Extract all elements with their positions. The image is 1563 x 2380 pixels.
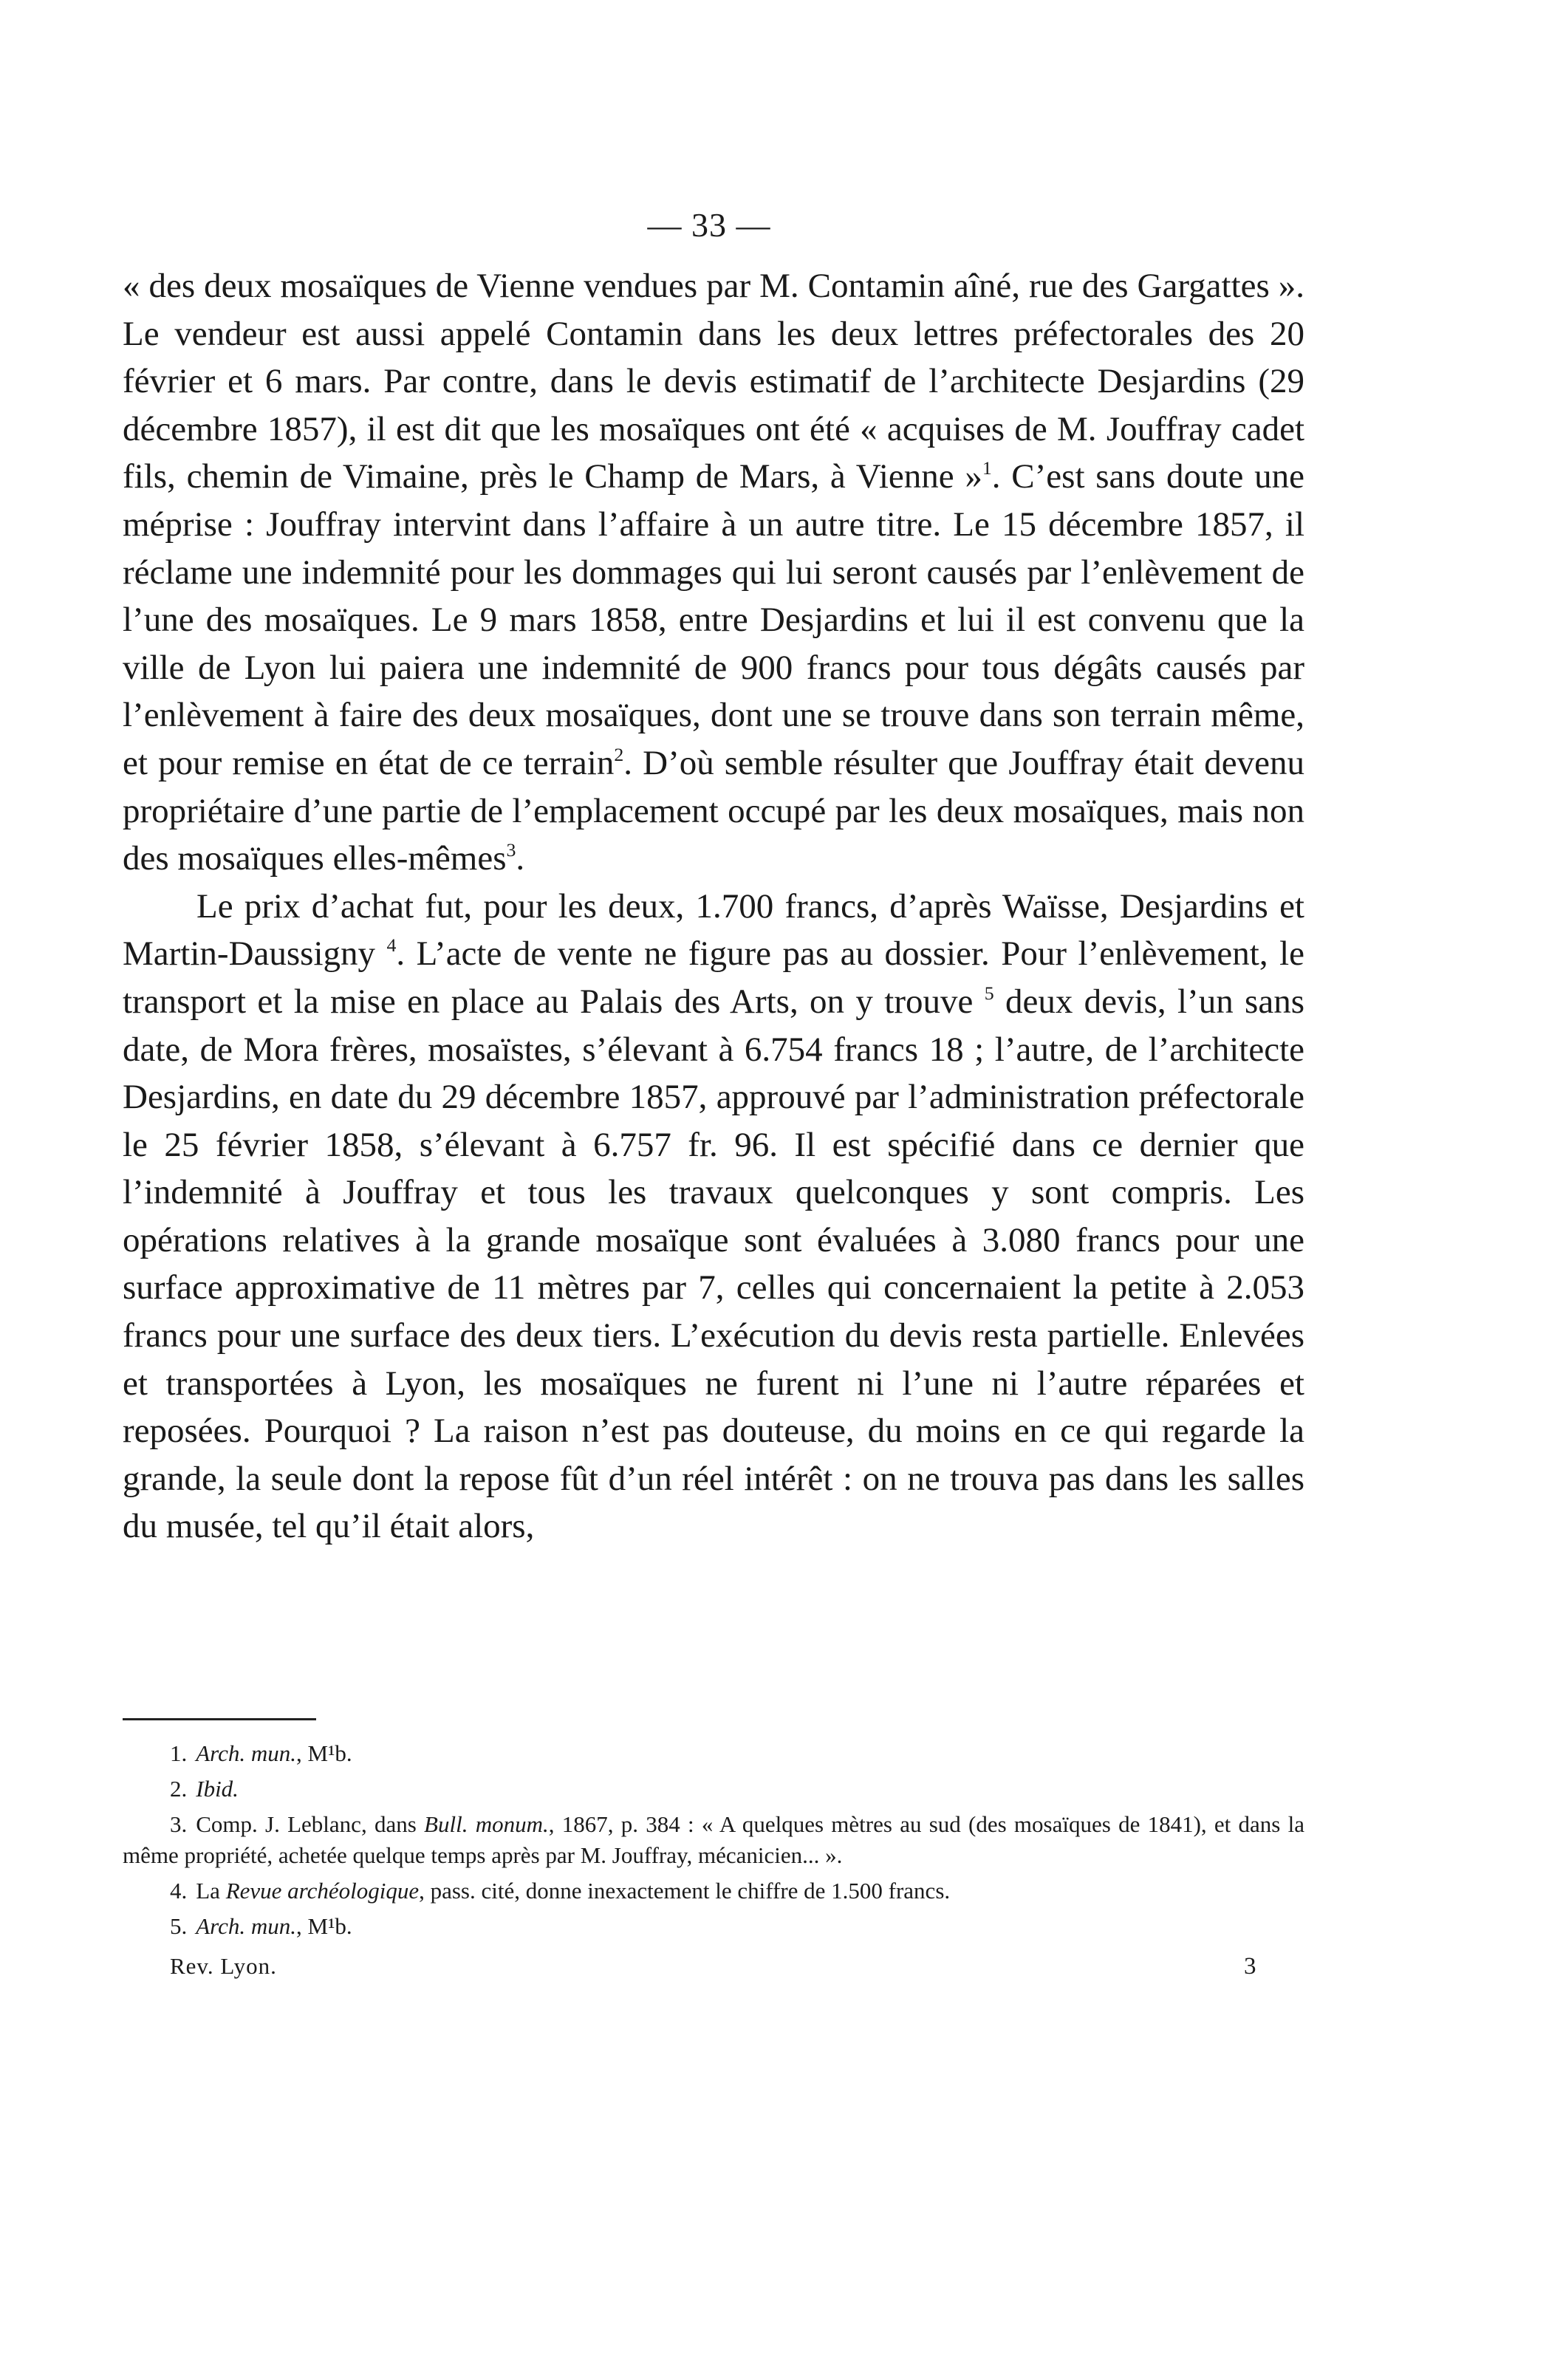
footnote-text: , pass. cité, donne inexactement le chiffre de 1.500 francs. (419, 1878, 951, 1904)
footnote-text: , 1867, p. 384 : « A quelques mètres au sud (des mosaïques de 1841), et dans la même propriété, achetée quelque temps après par M. Jouffray, mécanicien... ». (123, 1811, 1304, 1868)
footnote-text: , M¹b. (296, 1913, 352, 1939)
footnote-ref-5: 5 (984, 982, 994, 1004)
paragraph-2-text-a: Le prix d’achat fut, pour les deux, 1.700 francs, d’après Waïsse, Desjardins et Martin-Daussigny (123, 886, 1304, 974)
paragraph-2-text-b: . L’acte de vente ne figure pas au dossier. Pour l’enlèvement, le transport et la mise en place au Palais des Arts, on y trouve (123, 934, 1304, 1021)
footnote-number: 2. (170, 1776, 188, 1802)
footnote-italic: Bull. monum. (424, 1811, 549, 1837)
footnote-ref-3: 3 (506, 839, 516, 861)
footnote-number: 5. (170, 1913, 188, 1939)
journal-signature: Rev. Lyon. (170, 1953, 277, 1979)
footnote-pre: La (196, 1878, 226, 1904)
page-number: — 33 — (647, 206, 771, 244)
footnote-italic: Ibid. (196, 1776, 239, 1802)
footnote-ref-2: 2 (614, 743, 624, 765)
footnote-2 (123, 1774, 1304, 1805)
footnote-text: , M¹b. (296, 1740, 352, 1766)
footnote-italic: Arch. mun. (196, 1913, 296, 1939)
footnote-pre: Comp. J. Leblanc, dans (196, 1811, 425, 1837)
footnotes (123, 1738, 1304, 1946)
footnote-number: 1. (170, 1740, 188, 1766)
footnote-italic: Arch. mun. (196, 1740, 296, 1766)
footnote-5 (123, 1911, 1304, 1942)
paragraph-1-text-c: . D’où semble résulter que Jouffray était devenu propriétaire d’une partie de l’emplacement occupé par les deux mosaïques, mais non des mosaïques elles-mêmes (123, 743, 1304, 878)
paragraph-1-text-d: . (516, 839, 525, 878)
paragraph-2-text-c: deux devis, l’un sans date, de Mora frères, mosaïstes, s’élevant à 6.754 francs 18 ; l’autre, de l’architecte Desjardins, en date du 29 décembre 1857, approuvé par l’administration préfectorale le 25 février 1858, s’élevant à 6.757 fr. 96. Il est spécifié dans ce dernier que l’indemnité à Jouffray et tous les travaux quelconques y sont compris. Les opérations relatives à la grande mosaïque sont évaluées à 3.080 francs pour une surface approximative de 11 mètres par 7, celles qui concernaient la petite à 2.053 francs pour une surface des deux tiers. L’exécution du devis resta partielle. Enlevées et transportées à Lyon, les mosaïques ne furent ni l’une ni l’autre réparées et reposées. Pourquoi ? La raison n’est pas douteuse, du moins en ce qui regarde la grande, la seule dont la repose fût d’un réel intérêt : on ne trouva pas dans les salles du musée, tel qu’il était alors, (123, 982, 1304, 1546)
footnote-number: 3. (170, 1811, 188, 1837)
body-text (123, 262, 1304, 1550)
footnote-italic: Revue archéologique (225, 1878, 420, 1904)
paragraph-1-text-a: « des deux mosaïques de Vienne vendues par M. Contamin aîné, rue des Gargattes ». Le vendeur est aussi appelé Contamin dans les deux lettres préfectorales des 20 février et 6 mars. Par contre, dans le devis estimatif de l’architecte Desjardins (29 décembre 1857), il est dit que les mosaïques ont été « acquises de M. Jouffray cadet fils, chemin de Vimaine, près le Champ de Mars, à Vienne » (123, 267, 1304, 496)
footnote-number: 4. (170, 1878, 188, 1904)
footnote-ref-1: 1 (982, 457, 992, 479)
footnote-3 (123, 1809, 1304, 1871)
footnote-4 (123, 1875, 1304, 1907)
sheet-signature-number: 3 (1244, 1953, 1256, 1980)
footnote-separator (123, 1718, 316, 1720)
paragraph-1 (123, 262, 1304, 883)
paragraph-2 (123, 883, 1304, 1550)
footnote-ref-4: 4 (386, 934, 397, 957)
footnote-1 (123, 1738, 1304, 1769)
paragraph-1-text-b: . C’est sans doute une méprise : Jouffray intervint dans l’affaire à un autre titre. Le 15 décembre 1857, il réclame une indemnité pour les dommages qui lui seront causés par l’enlèvement de l’une des mosaïques. Le 9 mars 1858, entre Desjardins et lui il est convenu que la ville de Lyon lui paiera une indemnité de 900 francs pour tous dégâts causés par l’enlèvement à faire des deux mosaïques, dont une se trouve dans son terrain même, et pour remise en état de ce terrain (123, 457, 1304, 782)
